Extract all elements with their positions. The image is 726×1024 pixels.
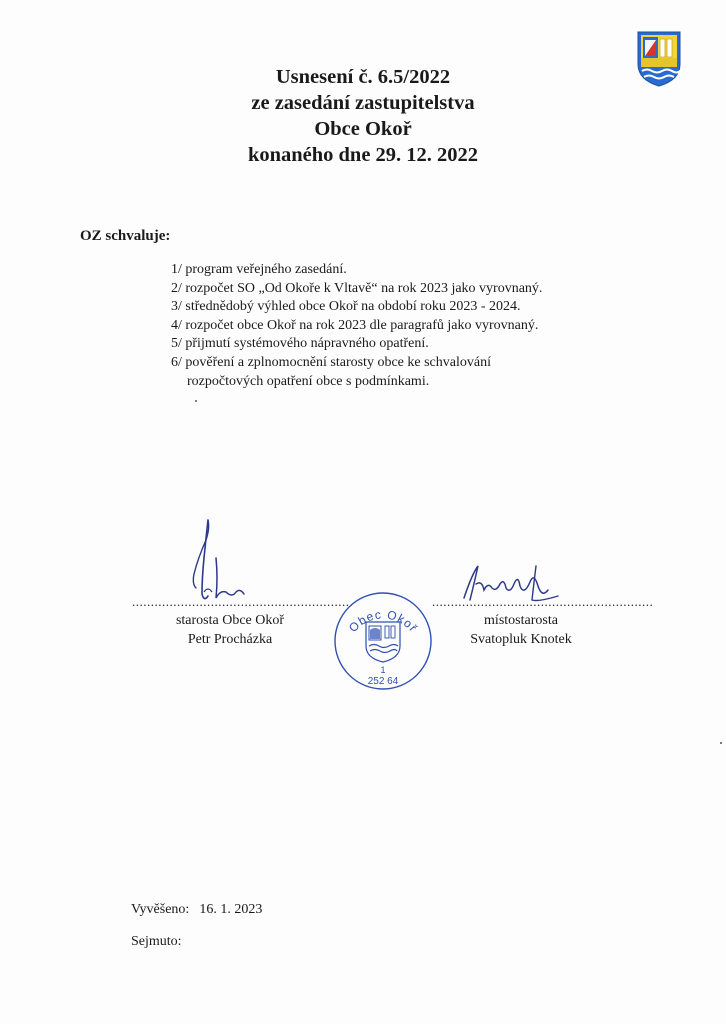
document-title (150, 64, 576, 168)
posted-row (131, 902, 262, 918)
official-stamp-icon (332, 590, 434, 692)
signature-line-left: ........................................................... (132, 594, 354, 609)
title-line-1: Usnesení č. 6.5/2022 (275, 66, 451, 88)
list-item: 1/ program veřejného zasedání. (171, 262, 347, 277)
deputy-signature-icon (458, 560, 568, 610)
title-line-3: Obce Okoř (314, 118, 412, 140)
posted-date: 16. 1. 2023 (199, 902, 263, 917)
deputy-signature-block (446, 611, 596, 649)
list-item: 5/ přijmutí systémového nápravného opatření. (171, 336, 429, 352)
resolution-list (171, 261, 542, 391)
removed-row (131, 934, 182, 950)
mayor-role: starosta Obce Okoř (175, 613, 285, 628)
list-item: 2/ rozpočet SO „Od Okoře k Vltavě“ na rok 2023 jako vyrovnaný. (171, 280, 543, 296)
stamp-arc-text: Obec Okoř (345, 607, 421, 635)
title-line-2: ze zasedání zastupitelstva (251, 92, 475, 114)
signature-line-right: ........................................................... (432, 594, 654, 609)
svg-text:Obec Okoř (346, 607, 421, 635)
title-line-4: konaného dne 29. 12. 2022 (247, 144, 479, 166)
scan-artifact (720, 742, 722, 744)
stray-mark (195, 400, 197, 402)
mayor-name: Petr Procházka (187, 632, 273, 647)
list-item: 3/ střednědobý výhled obce Okoř na období roku 2023 - 2024. (171, 299, 521, 315)
deputy-role: místostarosta (484, 613, 558, 628)
stamp-number: 1 (380, 665, 386, 675)
deputy-name: Svatopluk Knotek (470, 632, 572, 647)
stamp-postcode: 252 64 (367, 676, 399, 687)
posted-label: Vyvěšeno: (131, 902, 190, 917)
mayor-signature-block (150, 611, 310, 649)
list-item: 6/ pověření a zplnomocnění starosty obce ke schvalování (171, 354, 491, 370)
list-item-continuation: rozpočtových opatření obce s podmínkami. (187, 373, 430, 389)
mayor-signature-icon (182, 518, 262, 610)
coat-of-arms-icon (636, 30, 682, 88)
removed-label: Sejmuto: (131, 934, 182, 949)
list-item: 4/ rozpočet obce Okoř na rok 2023 dle paragrafů jako vyrovnaný. (171, 317, 539, 333)
section-heading: OZ schvaluje: (80, 228, 171, 244)
